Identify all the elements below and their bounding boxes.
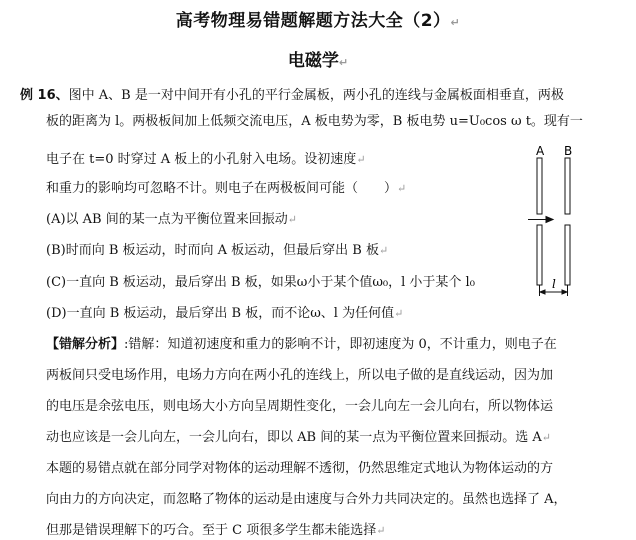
analysis-line-3: 的电压是余弦电压，则电场大小方向呈周期性变化，一会儿向左一会儿向右，所以物体运 bbox=[46, 399, 554, 414]
plate-a bbox=[537, 158, 542, 285]
analysis-line-1: 【错解分析】:错解：知道初速度和重力的影响不计，即初速度为 0，不计重力，则电子在 bbox=[46, 337, 557, 352]
option-d: (D)一直向 B 板运动，最后穿出 B 板，而不论ω、l 为任何值↵ bbox=[46, 306, 404, 321]
example-label: 例 16、 bbox=[20, 88, 69, 103]
example-line-1: 例 16、图中 A、B 是一对中间开有小孔的平行金属板，两小孔的连线与金属板面相垂直，两极 bbox=[20, 88, 564, 103]
section-title: 电磁学↵ bbox=[287, 51, 349, 71]
analysis-line-6: 向由力的方向决定，而忽略了物体的运动是由速度与合外力共同决定的。虽然也选择了 A， bbox=[46, 492, 567, 507]
example-line-4: 和重力的影响均可忽略不计。则电子在两极板间可能（ ）↵ bbox=[46, 181, 407, 196]
analysis-line-5: 本题的易错点就在部分同学对物体的运动理解不透彻，仍然思维定式地认为物体运动的方 bbox=[46, 461, 554, 476]
analysis-line-2: 两板间只受电场作用，电场力方向在两小孔的连线上，所以电子做的是直线运动，因为加 bbox=[46, 368, 554, 383]
example-line-3: 电子在 t=0 时穿过 A 板上的小孔射入电场。设初速度↵ bbox=[46, 152, 366, 167]
example-line-2: 板的距离为 l。两极板间加上低频交流电压，A 板电势为零，B 板电势 u=U₀cos ω t。现有一 bbox=[46, 114, 583, 129]
analysis-line-7: 但那是错误理解下的巧合。至于 C 项很多学生都未能选择↵ bbox=[46, 523, 386, 538]
option-b: (B)时而向 B 板运动，时而向 A 板运动，但最后穿出 B 板↵ bbox=[46, 243, 389, 258]
plate-b-label: B bbox=[564, 144, 573, 158]
option-c: (C)一直向 B 板运动，最后穿出 B 板，如果ω小于某个值ω₀，l 小于某个 l₀ bbox=[46, 275, 475, 290]
gap-label: l bbox=[552, 277, 556, 291]
plate-b bbox=[565, 158, 570, 285]
page-title: 高考物理易错题解题方法大全（2）↵ bbox=[175, 11, 461, 31]
analysis-label: 【错解分析】 bbox=[46, 337, 125, 352]
electron-arrow-icon bbox=[528, 217, 553, 223]
plate-a-label: A bbox=[536, 144, 545, 158]
analysis-line-4: 动也应该是一会儿向左，一会儿向右，即以 AB 间的某一点为平衡位置来回振动。选 A↵ bbox=[46, 430, 551, 445]
option-a: (A)以 AB 间的某一点为平衡位置来回振动↵ bbox=[46, 212, 297, 227]
